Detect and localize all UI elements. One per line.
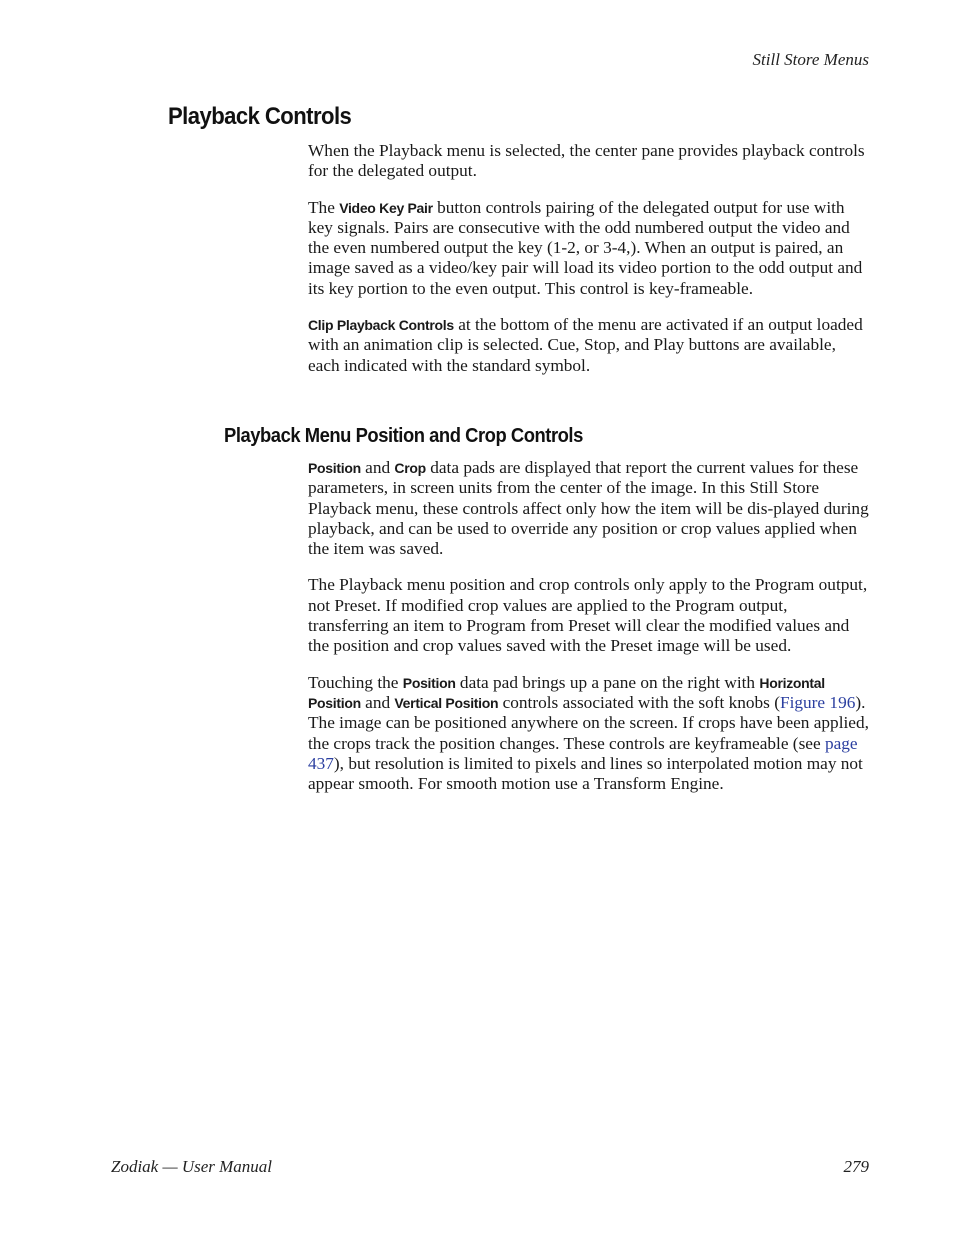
paragraph: When the Playback menu is selected, the center pane provides playback controls for the delegated output.	[308, 141, 865, 181]
text: ), but resolution is limited to pixels and lines so interpolated motion may not appear smooth. For smooth motion use a Transform Engine.	[308, 753, 863, 794]
paragraph	[308, 673, 870, 795]
footer-manual-title: Zodiak — User Manual	[111, 1157, 273, 1176]
text: and	[360, 458, 395, 477]
ui-label-horizontal-position: Horizontal Position	[308, 674, 825, 711]
section-body	[308, 141, 870, 392]
text: Touching the	[308, 672, 403, 692]
ui-label-clip-playback-controls: Clip Playback Controls	[308, 317, 454, 334]
page-link[interactable]: page 437	[308, 733, 858, 773]
text: and	[360, 692, 395, 712]
text: at the bottom of the menu are activated if an output loaded with an animation clip is selected. Cue, Stop, and Play buttons are available, each indicated with the standard symbol.	[308, 315, 863, 375]
ui-label-position: Position	[402, 674, 456, 691]
subsection-heading: Playback Menu Position and Crop Controls	[224, 425, 583, 447]
paragraph	[308, 458, 870, 559]
paragraph	[308, 315, 870, 376]
text: data pads are displayed that report the current values for these parameters, in screen units from the center of the image. In this Still Store Playback menu, these controls affect only how the item will be dis-played during playback, and can be used to override any position or crop values applied when the item was saved.	[308, 458, 869, 559]
text: The	[308, 197, 340, 217]
paragraph: The Playback menu position and crop controls only apply to the Program output, not Preset. If modified crop values are applied to the Program output, transferring an item to Program from Preset will clear the modified values and the position and crop values saved with the Preset image will be used.	[308, 575, 868, 656]
ui-label-vertical-position: Vertical Position	[394, 694, 499, 711]
text: controls associated with the soft knobs (	[498, 692, 780, 712]
text: ). The image can be positioned anywhere on the screen. If crops have been applied, the crops track the position changes. These controls are keyframeable (see	[308, 692, 869, 753]
text: button controls pairing of the delegated output for use with key signals. Pairs are consecutive with the odd numbered output the video and the even numbered output the key (1-2, or 3-4,). When an output is paired, an image saved as a video/key pair will load its video portion to the odd output and its key portion to the even output. This control is key-frameable.	[308, 197, 863, 298]
section-heading: Playback Controls	[168, 103, 352, 130]
ui-label-video-key-pair: Video Key Pair	[339, 199, 433, 216]
subsection-body	[308, 458, 870, 810]
ui-label-crop: Crop	[394, 460, 426, 476]
text: data pad brings up a pane on the right with	[455, 672, 760, 692]
ui-label-position: Position	[308, 460, 361, 476]
figure-link[interactable]: Figure 196	[779, 692, 856, 712]
paragraph	[308, 198, 870, 299]
footer-page-number: 279	[843, 1157, 869, 1176]
running-header: Still Store Menus	[752, 50, 869, 69]
